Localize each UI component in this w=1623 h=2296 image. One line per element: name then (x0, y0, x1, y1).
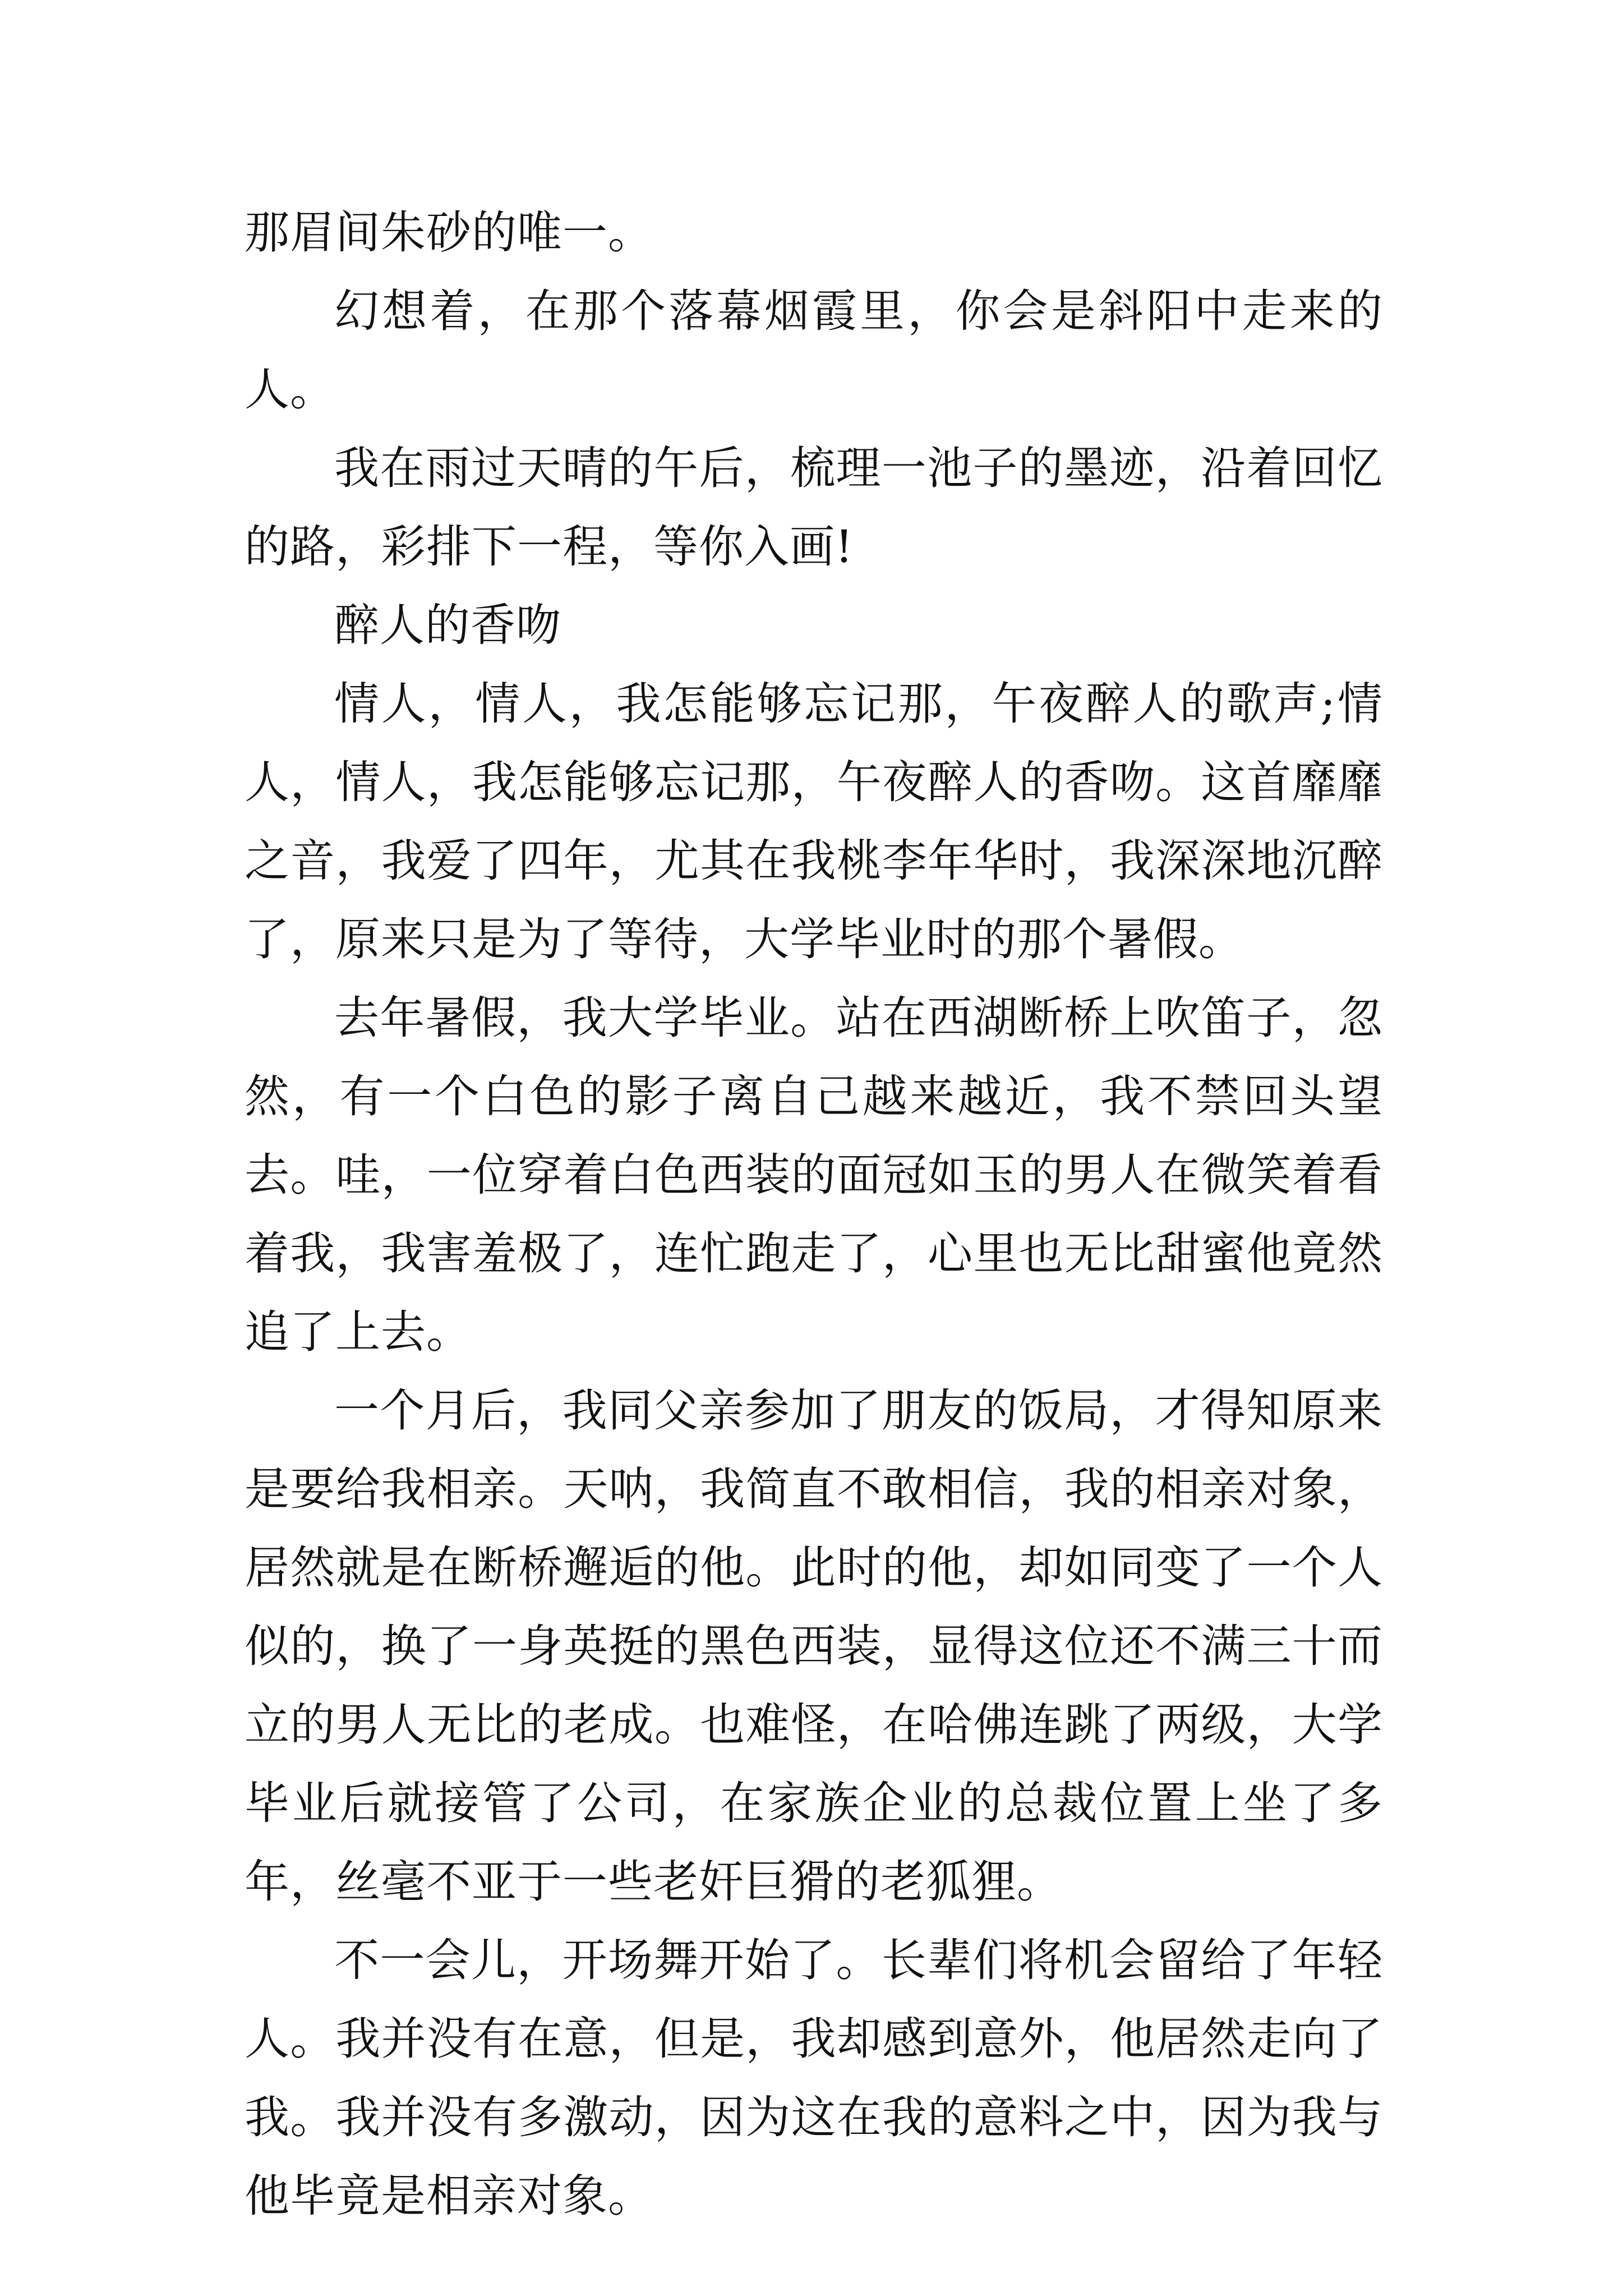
paragraph: 我在雨过天晴的午后，梳理一池子的墨迹，沿着回忆的路，彩排下一程，等你入画! (245, 442, 1383, 573)
paragraph-continuation: 那眉间朱砂的唯一。 (245, 206, 653, 259)
paragraph: 去年暑假，我大学毕业。站在西湖断桥上吹笛子，忽然，有一个白色的影子离自己越来越近，我不禁回头望去。哇，一位穿着白色西装的面冠如玉的男人在微笑着看着我，我害羞极了，连忙跑走了，心里也无比甜蜜他竟然追了上去。 (245, 992, 1383, 1358)
paragraph: 情人，情人，我怎能够忘记那，午夜醉人的歌声;情人，情人，我怎能够忘记那，午夜醉人的香吻。这首靡靡之音，我爱了四年，尤其在我桃李年华时，我深深地沉醉了，原来只是为了等待，大学毕业时的那个暑假。 (245, 678, 1383, 965)
paragraph: 幻想着，在那个落幕烟霞里，你会是斜阳中走来的人。 (245, 285, 1383, 416)
paragraph: 一个月后，我同父亲参加了朋友的饭局，才得知原来是要给我相亲。天呐，我简直不敢相信，我的相亲对象，居然就是在断桥邂逅的他。此时的他，却如同变了一个人似的，换了一身英挺的黑色西装，显得这位还不满三十而立的男人无比的老成。也难怪，在哈佛连跳了两级，大学毕业后就接管了公司，在家族企业的总裁位置上坐了多年，丝毫不亚于一些老奸巨猾的老狐狸。 (245, 1384, 1383, 1908)
document-body (245, 194, 1383, 2235)
section-title: 醉人的香吻 (334, 599, 561, 651)
paragraph: 不一会儿，开场舞开始了。长辈们将机会留给了年轻人。我并没有在意，但是，我却感到意外，他居然走向了我。我并没有多激动，因为这在我的意料之中，因为我与他毕竟是相亲对象。 (245, 1934, 1383, 2222)
